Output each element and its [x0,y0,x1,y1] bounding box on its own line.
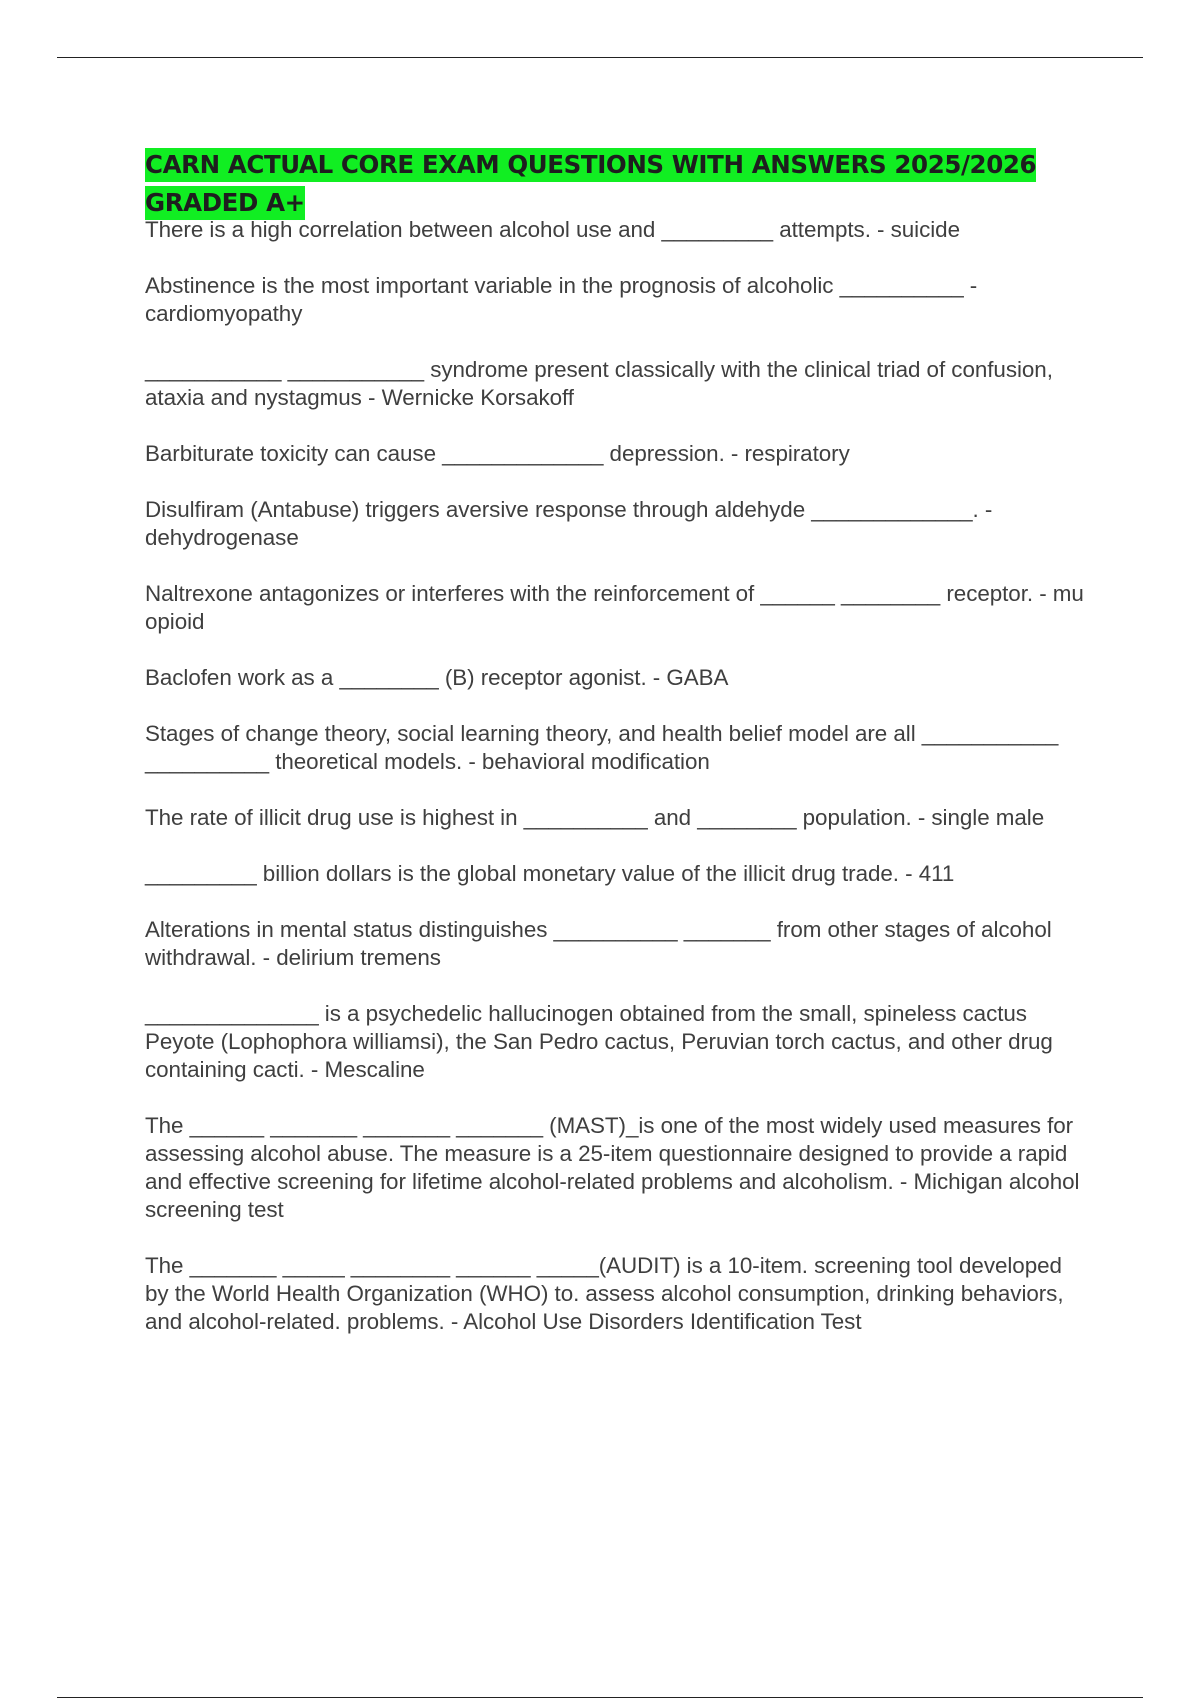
document-title [145,146,1090,222]
footer-rule [57,1697,1143,1698]
header-rule [57,57,1143,58]
question-item: There is a high correlation between alcohol use and _________ attempts. - suicide [145,217,960,242]
question-item: Naltrexone antagonizes or interferes with the reinforcement of ______ ________ receptor. - mu opioid [145,581,1084,634]
question-item: Barbiturate toxicity can cause _____________ depression. - respiratory [145,441,850,466]
document-body [145,146,1090,1364]
question-item: _________ billion dollars is the global monetary value of the illicit drug trade. - 411 [145,861,955,886]
title-highlight: CARN ACTUAL CORE EXAM QUESTIONS WITH ANSWERS 2025/2026 GRADED A+ [145,148,1036,220]
question-item: The rate of illicit drug use is highest in __________ and ________ population. - single male [145,805,1045,830]
question-item: Stages of change theory, social learning theory, and health belief model are all ___________ __________ theoretical models. - behavioral modification [145,721,1059,774]
question-item: Disulfiram (Antabuse) triggers aversive response through aldehyde _____________. - dehydrogenase [145,497,993,550]
question-list [145,216,1090,1336]
question-item: Baclofen work as a ________ (B) receptor agonist. - GABA [145,665,729,690]
question-item: ______________ is a psychedelic hallucinogen obtained from the small, spineless cactus Peyote (Lophophora williamsi), the San Pedro cactus, Peruvian torch cactus, and other drug containing cacti. - Mescaline [145,1001,1053,1082]
question-item: Abstinence is the most important variable in the prognosis of alcoholic __________ - cardiomyopathy [145,273,978,326]
question-item: The _______ _____ ________ ______ _____(AUDIT) is a 10-item. screening tool developed by the World Health Organization (WHO) to. assess alcohol consumption, drinking behaviors, and alcohol-related. problems. - Alcohol Use Disorders Identification Test [145,1253,1064,1334]
question-item: Alterations in mental status distinguishes __________ _______ from other stages of alcohol withdrawal. - delirium tremens [145,917,1052,970]
question-item: ___________ ___________ syndrome present classically with the clinical triad of confusion, ataxia and nystagmus - Wernicke Korsakoff [145,357,1053,410]
question-item: The ______ _______ _______ _______ (MAST)_is one of the most widely used measures for assessing alcohol abuse. The measure is a 25-item questionnaire designed to provide a rapid and effective screening for lifetime alcohol-related problems and alcoholism. - Michigan alcohol screening test [145,1113,1080,1222]
